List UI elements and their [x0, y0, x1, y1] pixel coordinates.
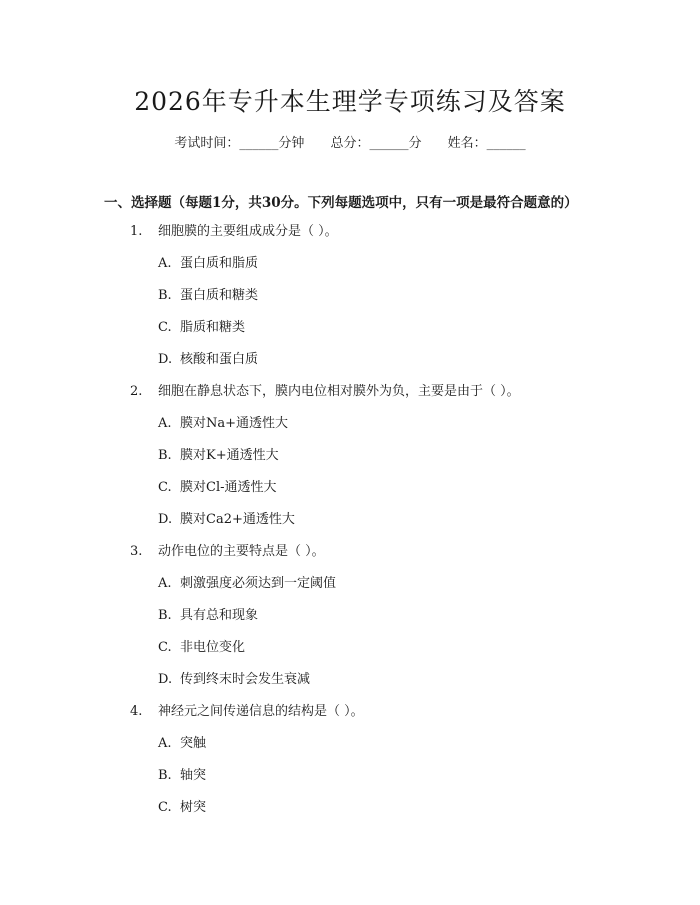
option-text: 膜对Ca2+通透性大: [180, 512, 295, 527]
option-3-a: [0, 568, 700, 600]
option-4-c: [0, 792, 700, 824]
option-text: 蛋白质和糖类: [180, 288, 259, 303]
question-1: [0, 216, 700, 248]
question-text: 细胞膜的主要组成成分是（ ）。: [158, 224, 338, 239]
question-list: [0, 216, 700, 824]
option-label: A.: [158, 256, 172, 271]
option-4-b: [0, 760, 700, 792]
question-number: 4.: [130, 704, 143, 719]
question-number: 1.: [130, 224, 143, 239]
option-label: C.: [158, 480, 172, 495]
option-label: C.: [158, 640, 172, 655]
total-score-field: 总分：______分: [330, 136, 422, 151]
option-4-a: [0, 728, 700, 760]
question-4: [0, 696, 700, 728]
option-label: C.: [158, 800, 172, 815]
option-label: D.: [158, 512, 173, 527]
question-number: 2.: [130, 384, 143, 399]
option-label: C.: [158, 320, 172, 335]
question-text: 动作电位的主要特点是（ ）。: [158, 544, 325, 559]
option-text: 膜对Na+通透性大: [180, 416, 289, 431]
option-2-d: [0, 504, 700, 536]
option-3-c: [0, 632, 700, 664]
option-label: B.: [158, 608, 172, 623]
option-label: B.: [158, 448, 172, 463]
question-text: 神经元之间传递信息的结构是（ ）。: [158, 704, 364, 719]
option-label: B.: [158, 768, 172, 783]
option-text: 非电位变化: [180, 640, 246, 655]
option-2-a: [0, 408, 700, 440]
option-3-d: [0, 664, 700, 696]
option-text: 蛋白质和脂质: [180, 256, 259, 271]
question-2: [0, 376, 700, 408]
option-label: A.: [158, 736, 172, 751]
option-text: 刺激强度必须达到一定阈值: [180, 576, 337, 591]
option-1-c: [0, 312, 700, 344]
option-text: 具有总和现象: [180, 608, 259, 623]
question-text: 细胞在静息状态下，膜内电位相对膜外为负，主要是由于（ ）。: [158, 384, 520, 399]
exam-time-field: 考试时间：______分钟: [174, 136, 305, 151]
question-3: [0, 536, 700, 568]
option-2-b: [0, 440, 700, 472]
page-title: 2026年专升本生理学专项练习及答案: [134, 87, 566, 116]
option-1-a: [0, 248, 700, 280]
option-text: 脂质和糖类: [180, 320, 246, 335]
option-2-c: [0, 472, 700, 504]
option-text: 突触: [180, 736, 207, 751]
section-heading: 一、选择题（每题1分，共30分。下列每题选项中，只有一项是最符合题意的）: [104, 195, 578, 211]
option-label: D.: [158, 672, 173, 687]
option-text: 膜对Cl-通透性大: [180, 480, 277, 495]
option-3-b: [0, 600, 700, 632]
option-text: 轴突: [180, 768, 207, 783]
option-label: A.: [158, 576, 172, 591]
option-1-d: [0, 344, 700, 376]
option-text: 核酸和蛋白质: [180, 352, 259, 367]
option-text: 传到终末时会发生衰减: [180, 672, 311, 687]
student-name-field: 姓名：______: [447, 136, 526, 151]
option-label: B.: [158, 288, 172, 303]
exam-info: [0, 132, 700, 151]
question-number: 3.: [130, 544, 143, 559]
option-label: A.: [158, 416, 172, 431]
option-text: 树突: [180, 800, 207, 815]
option-1-b: [0, 280, 700, 312]
option-text: 膜对K+通透性大: [180, 448, 279, 463]
option-label: D.: [158, 352, 173, 367]
